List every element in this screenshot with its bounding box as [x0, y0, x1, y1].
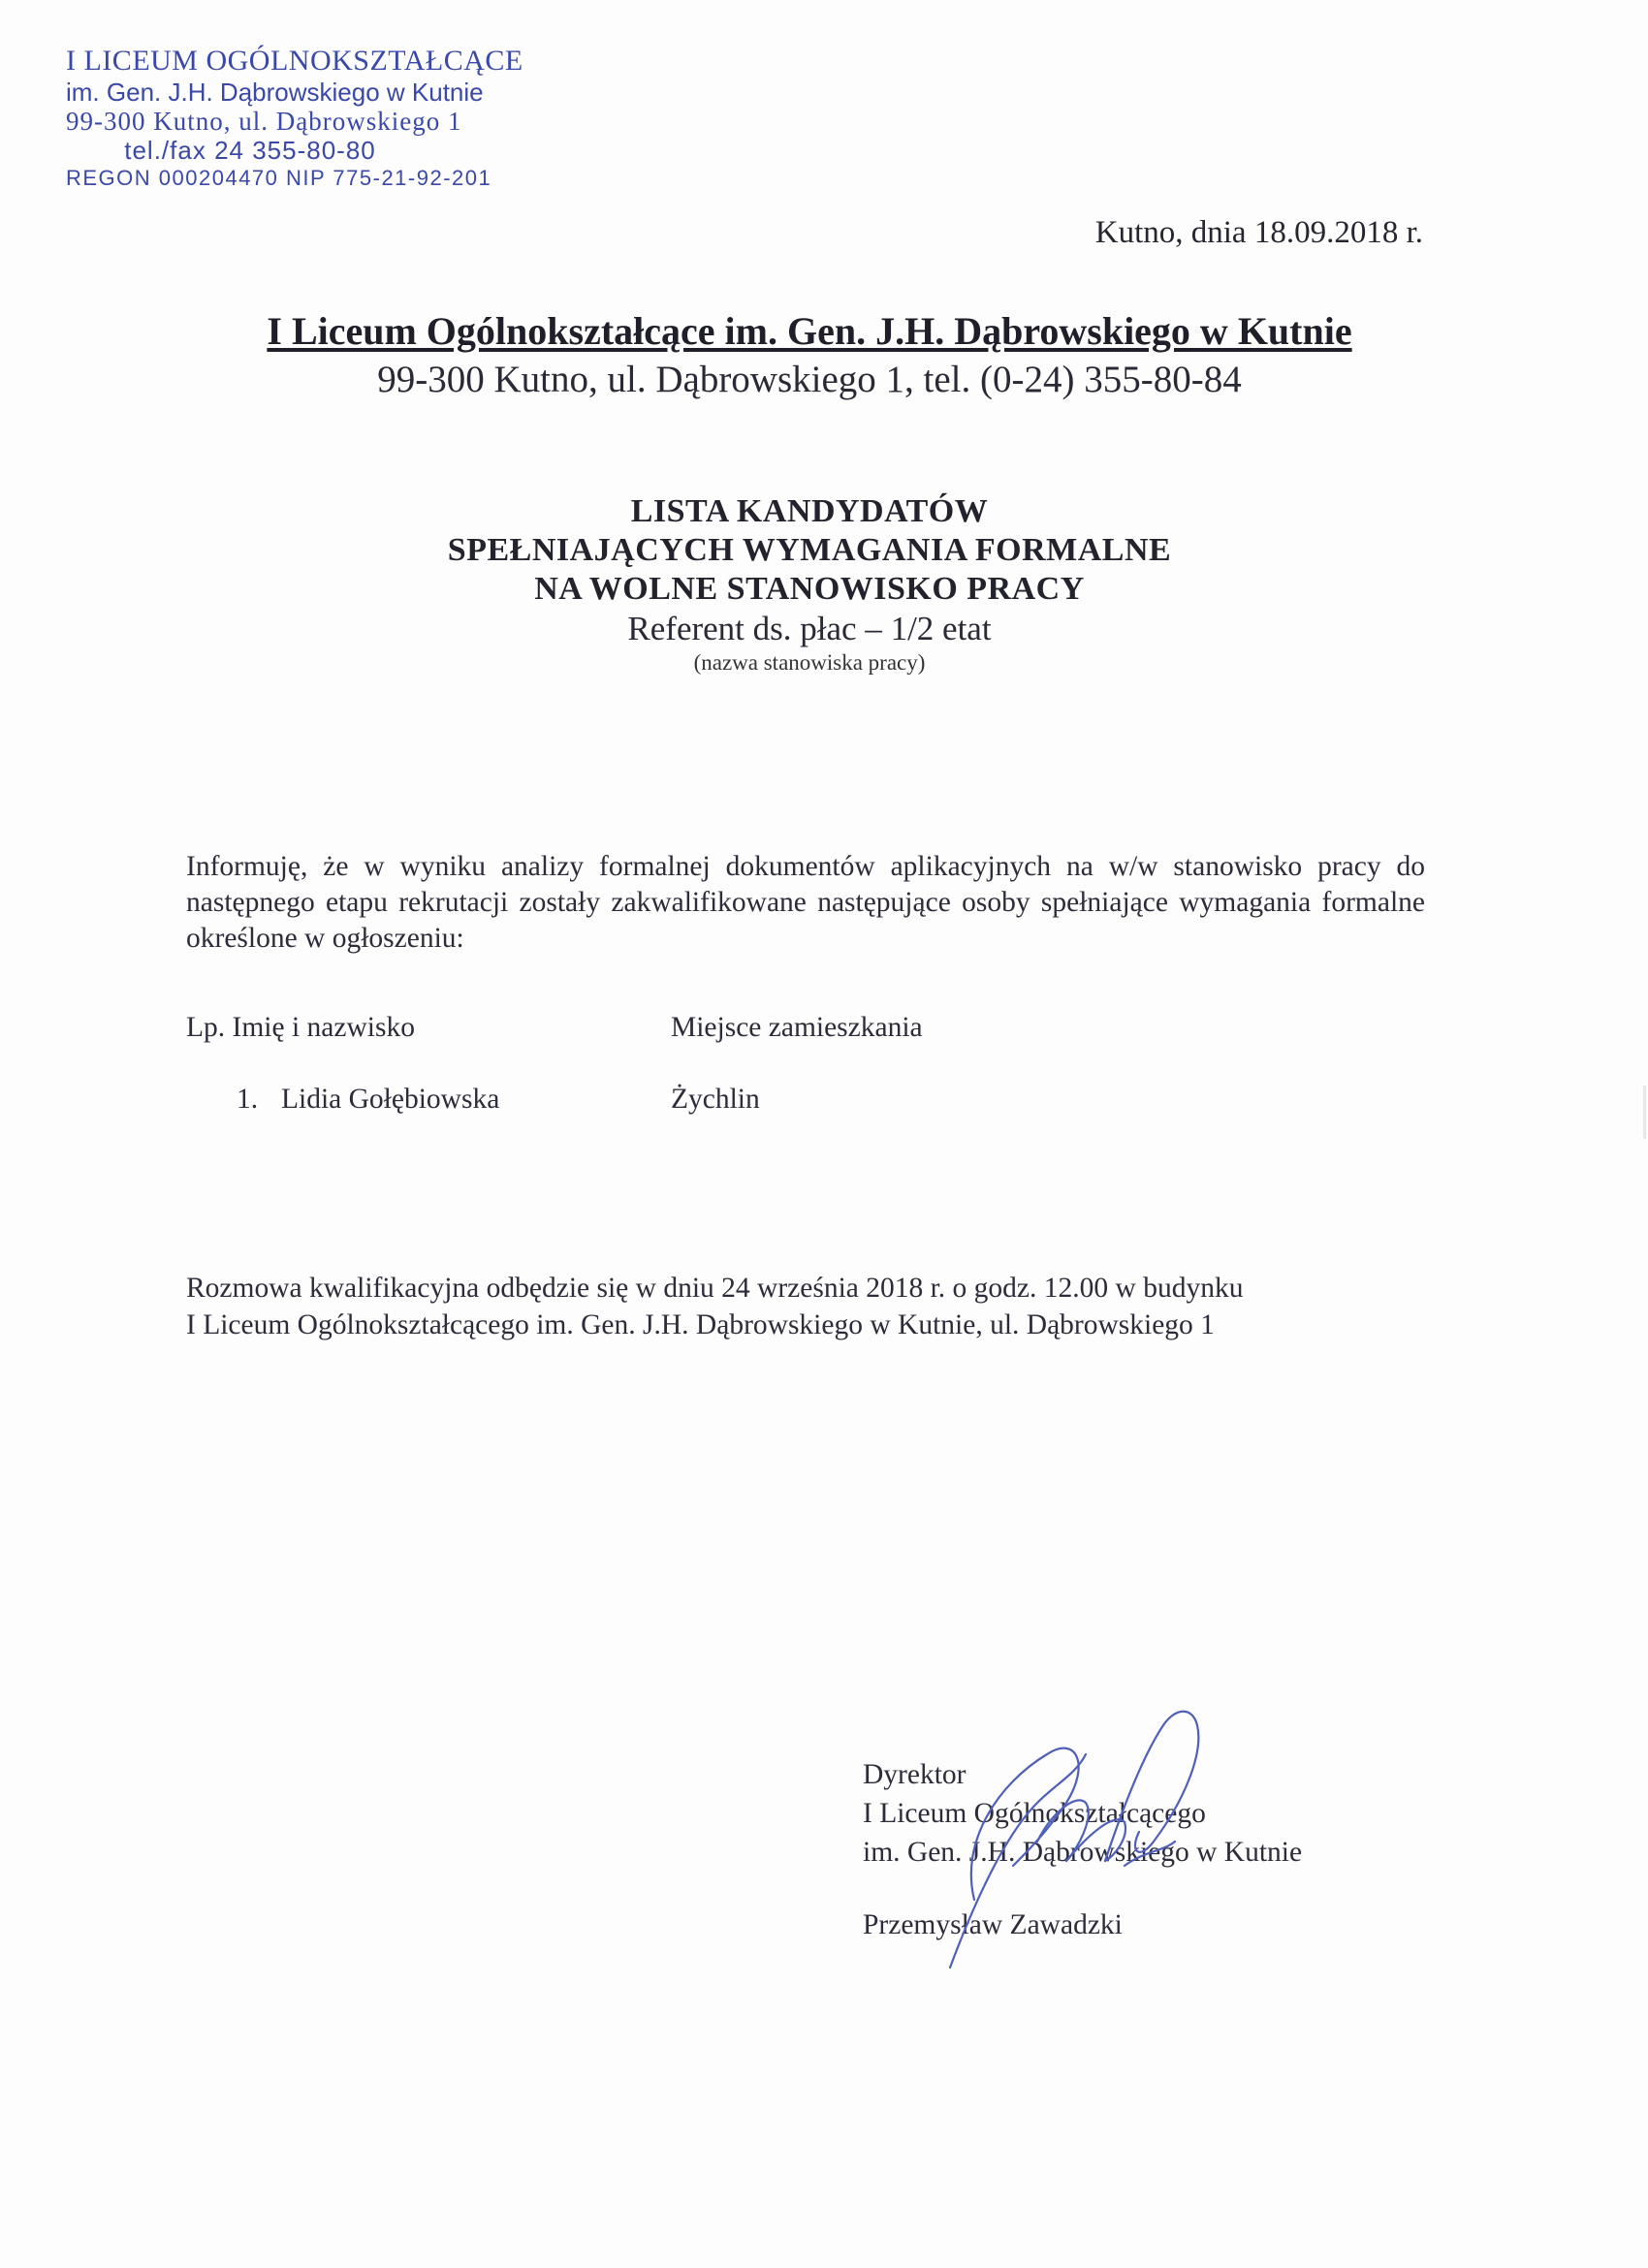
school-name-heading: I Liceum Ogólnokształcące im. Gen. J.H. Dąbrowskiego w Kutnie — [267, 309, 1352, 353]
signatory-role: Dyrektor — [863, 1759, 967, 1790]
school-stamp — [66, 45, 523, 191]
signatory-name: Przemysław Zawadzki — [863, 1909, 1123, 1941]
document-title — [0, 492, 1619, 676]
school-header — [0, 308, 1619, 401]
intro-paragraph: Informuję, że w wyniku analizy formalnej dokumentów aplikacyjnych na w/w stanowisko pracy do następnego etapu rekrutacji zostały zakwalifikowane następujące osoby spełniające wymagania formalne określone w ogłoszeniu: — [186, 850, 1425, 955]
stamp-address: 99-300 Kutno, ul. Dąbrowskiego 1 — [66, 107, 462, 137]
interview-line-1: Rozmowa kwalifikacyjna odbędzie się w dniu 24 września 2018 r. o godz. 12.00 w budynku — [186, 1273, 1244, 1304]
title-line-3: NA WOLNE STANOWISKO PRACY — [534, 570, 1085, 607]
title-line-2: SPEŁNIAJĄCYCH WYMAGANIA FORMALNE — [447, 531, 1172, 568]
interview-info — [186, 1270, 1446, 1344]
handwritten-signature — [921, 1696, 1241, 1977]
position-name: Referent ds. płac – 1/2 etat — [627, 610, 992, 648]
signatory-school-line-1: I Liceum Ogólnokształcącego — [863, 1797, 1206, 1829]
header-place: Miejsce zamieszkania — [671, 1012, 923, 1043]
scan-edge-mark — [1643, 1086, 1646, 1139]
candidate-place: Żychlin — [671, 1084, 760, 1115]
candidate-name: Lidia Gołębiowska — [281, 1084, 500, 1115]
interview-line-2: I Liceum Ogólnokształcącego im. Gen. J.H. Dąbrowskiego w Kutnie, ul. Dąbrowskiego 1 — [186, 1309, 1215, 1341]
school-address: 99-300 Kutno, ul. Dąbrowskiego 1, tel. (0-24) 355-80-84 — [377, 359, 1242, 400]
signatory-school-line-2: im. Gen. J.H. Dąbrowskiego w Kutnie — [863, 1836, 1303, 1868]
candidate-lp: 1. — [237, 1084, 259, 1115]
position-note: (nazwa stanowiska pracy) — [693, 650, 926, 676]
stamp-regon-nip: REGON 000204470 NIP 775-21-92-201 — [66, 166, 492, 191]
stamp-school-name: I LICEUM OGÓLNOKSZTAŁCĄCE — [66, 45, 523, 77]
stamp-telfax: tel./fax 24 355-80-80 — [124, 136, 376, 166]
title-line-1: LISTA KANDYDATÓW — [630, 493, 989, 529]
header-lp-name: Lp. Imię i nazwisko — [186, 1012, 415, 1043]
document-date: Kutno, dnia 18.09.2018 r. — [1094, 215, 1423, 250]
stamp-patron: im. Gen. J.H. Dąbrowskiego w Kutnie — [66, 77, 484, 107]
